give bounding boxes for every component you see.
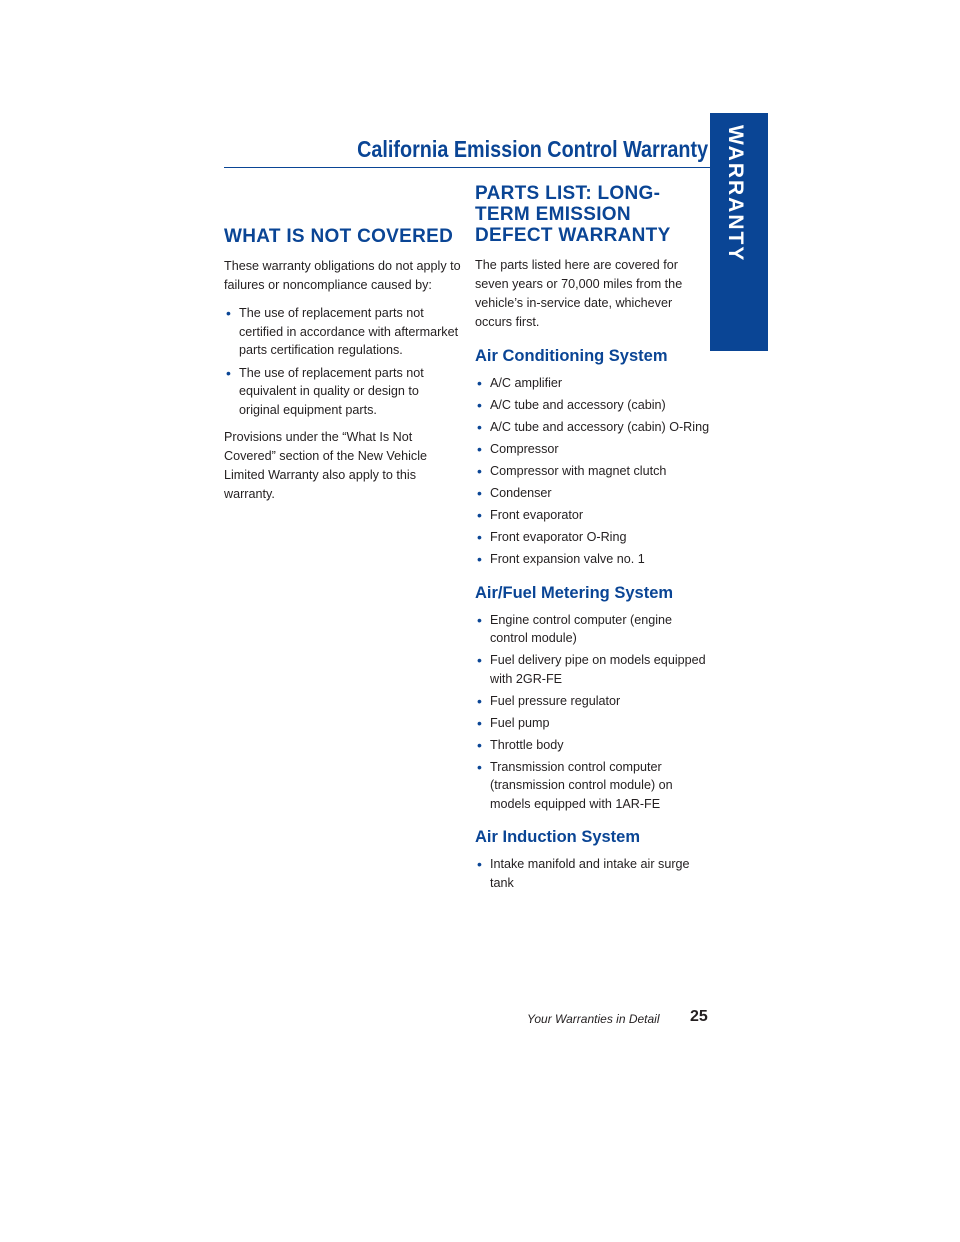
side-tab-label: WARRANTY (724, 125, 747, 263)
list-item: • Transmission control computer (transmission control module) on models equipped with 1AR-FE (475, 758, 711, 814)
air-conditioning-list (475, 374, 711, 569)
list-item: • Fuel delivery pipe on models equipped with 2GR-FE (475, 651, 711, 688)
list-item: • Front evaporator (475, 506, 711, 525)
title-divider (224, 167, 710, 168)
list-item: • Intake manifold and intake air surge tank (475, 855, 711, 892)
list-item: • Fuel pump (475, 714, 711, 733)
not-covered-note: Provisions under the “What Is Not Covered” section of the New Vehicle Limited Warranty also apply to this warranty. (224, 430, 428, 501)
air-fuel-list (475, 611, 711, 814)
list-item: • A/C tube and accessory (cabin) O-Ring (475, 418, 711, 437)
not-covered-intro: These warranty obligations do not apply to failures or noncompliance caused by: (224, 259, 461, 292)
section-heading-air-conditioning: Air Conditioning System (475, 347, 668, 365)
not-covered-list (224, 304, 462, 419)
list-item: • Front expansion valve no. 1 (475, 550, 711, 569)
list-item: • Engine control computer (engine control module) (475, 611, 711, 648)
list-item: • Condenser (475, 484, 711, 503)
list-item: • Fuel pressure regulator (475, 692, 711, 711)
list-item: • Compressor with magnet clutch (475, 462, 711, 481)
not-covered-section (224, 226, 462, 504)
not-covered-heading: WHAT IS NOT COVERED (224, 226, 454, 247)
list-item: • Throttle body (475, 736, 711, 755)
section-heading-air-fuel: Air/Fuel Metering System (475, 583, 674, 602)
parts-list-section (475, 183, 711, 892)
list-item: • Front evaporator O-Ring (475, 528, 711, 547)
list-item: • A/C amplifier (475, 374, 711, 393)
section-heading-air-induction: Air Induction System (475, 828, 641, 846)
list-item: • A/C tube and accessory (cabin) (475, 396, 711, 415)
side-tab (710, 113, 768, 351)
list-item: • The use of replacement parts not equivalent in quality or design to original equipment parts. (224, 364, 462, 420)
list-item: • The use of replacement parts not certified in accordance with aftermarket parts certification regulations. (224, 304, 462, 360)
parts-list-heading: PARTS LIST: LONG-TERM EMISSION DEFECT WARRANTY (475, 183, 671, 246)
page-title: California Emission Control Warranty (357, 136, 708, 162)
footer-label: Your Warranties in Detail (527, 1012, 660, 1026)
page-number: 25 (690, 1008, 708, 1025)
list-item: • Compressor (475, 440, 711, 459)
air-induction-list (475, 855, 711, 892)
parts-list-intro: The parts listed here are covered for seven years or 70,000 miles from the vehicle’s in-service date, whichever occurs first. (475, 258, 683, 329)
